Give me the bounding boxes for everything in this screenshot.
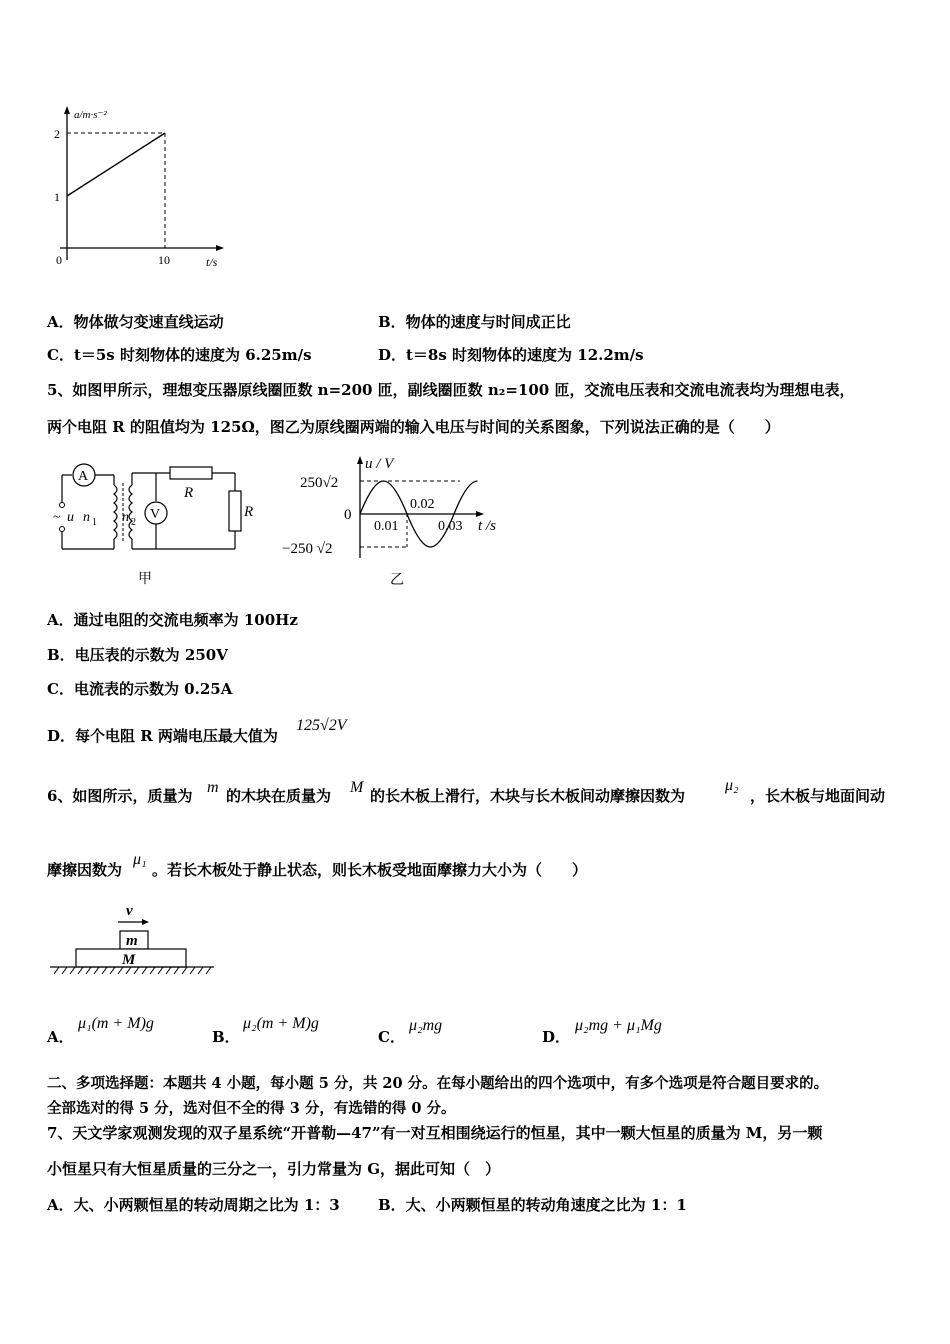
zero-label: 0	[344, 507, 352, 523]
ammeter-label: A	[78, 469, 89, 484]
q5-option-a[interactable]: A．通过电阻的交流电频率为 100Hz	[47, 611, 298, 629]
q6-option-d-label[interactable]: D．	[542, 1028, 571, 1046]
origin-label: 0	[56, 253, 62, 267]
primary-coil	[114, 485, 117, 539]
neg-peak-label: −250 √2	[282, 541, 333, 557]
q7-option-a[interactable]: A．大、小两颗恒星的转动周期之比为 1：3	[47, 1196, 340, 1214]
section2-header-line2: 全部选对的得 5 分，选对但不全的得 3 分，有选错的得 0 分。	[47, 1100, 456, 1117]
y-tick-1: 1	[54, 190, 60, 204]
ground-hatching	[54, 967, 211, 974]
source-tilde: ~	[53, 510, 61, 525]
small-block-label: m	[126, 933, 138, 949]
data-line	[67, 133, 165, 196]
q6-mu1: μ₁	[133, 851, 147, 868]
q6-stem-line1-d: ，长木板与地面间动	[750, 787, 886, 805]
t-tick-0.03: 0.03	[438, 519, 463, 534]
q5-option-b[interactable]: B．电压表的示数为 250V	[47, 646, 228, 664]
acceleration-time-graph	[40, 100, 240, 275]
block-on-board-figure	[48, 897, 218, 979]
resistor-1-label: R	[184, 485, 194, 501]
q6-stem-line2-a: 摩擦因数为	[47, 861, 123, 879]
q4-option-b[interactable]: B．物体的速度与时间成正比	[378, 313, 571, 331]
y-axis-label: a/m·s⁻²	[74, 109, 107, 121]
q4-option-c[interactable]: C．t＝5s 时刻物体的速度为 6.25m/s	[47, 346, 312, 364]
q6-mass-m: m	[207, 779, 219, 796]
q5-option-d-value: 125√2V	[296, 717, 347, 734]
y-axis-arrow	[64, 106, 70, 114]
q6-stem-line1-a: 6、如图所示，质量为	[47, 787, 193, 805]
voltmeter-label: V	[150, 507, 161, 522]
t-axis-label: t /s	[478, 518, 496, 534]
t-tick-0.01: 0.01	[374, 519, 399, 534]
q6-stem-line2-b: 。若长木板处于静止状态，则长木板受地面摩擦力大小为（ ）	[152, 861, 588, 879]
long-board-label: M	[122, 952, 136, 968]
resistor-1	[170, 467, 212, 479]
q7-option-b[interactable]: B．大、小两颗恒星的转动角速度之比为 1：1	[378, 1196, 687, 1214]
n1-label: n	[83, 510, 90, 525]
n2-subscript: 2	[131, 517, 136, 528]
secondary-coil	[129, 485, 132, 539]
u-axis-label: u / V	[365, 456, 394, 472]
source-u-label: u	[67, 510, 74, 525]
q7-stem-line1: 7、天文学家观测发现的双子星系统“开普勒—47”有一对互相围绕运行的恒星，其中一颗大恒星的质量为 M，另一颗	[47, 1124, 823, 1142]
q6-mass-M: M	[350, 779, 364, 796]
figure-jia-caption: 甲	[138, 572, 152, 587]
figure-yi-caption: 乙	[390, 573, 404, 588]
q5-option-c[interactable]: C．电流表的示数为 0.25A	[47, 680, 233, 698]
q4-option-d[interactable]: D．t＝8s 时刻物体的速度为 12.2m/s	[378, 346, 644, 364]
n1-subscript: 1	[92, 517, 97, 528]
transformer-circuit-figure	[50, 455, 265, 590]
q5-stem-line2: 两个电阻 R 的阻值均为 125Ω，图乙为原线圈两端的输入电压与时间的关系图象，下列说法正确的是（ ）	[47, 418, 780, 436]
q6-option-a-formula: μ₁(m + M)g	[78, 1015, 154, 1032]
resistor-2-label: R	[244, 504, 254, 520]
x-axis-arrow	[216, 245, 224, 251]
t-tick-0.02: 0.02	[410, 497, 435, 512]
y-tick-2: 2	[54, 127, 60, 141]
n2-label: n	[122, 510, 129, 525]
q6-stem-line1-c: 的长木板上滑行，木块与长木板间动摩擦因数为	[370, 787, 686, 805]
q7-stem-line2: 小恒星只有大恒星质量的三分之一，引力常量为 G，据此可知（ ）	[47, 1160, 501, 1178]
q6-option-b-label[interactable]: B．	[212, 1028, 240, 1046]
section2-header-line1: 二、多项选择题：本题共 4 小题，每小题 5 分，共 20 分。在每小题给出的四个选项中，有多个选项是符合题目要求的。	[47, 1075, 829, 1092]
q6-stem-line1-b: 的木块在质量为	[226, 787, 332, 805]
q6-option-b-formula: μ₂(m + M)g	[243, 1015, 319, 1032]
q5-option-d[interactable]: D．每个电阻 R 两端电压最大值为	[47, 727, 278, 745]
q5-stem-line1: 5、如图甲所示，理想变压器原线圈匝数 n=200 匝，副线圈匝数 n₂=100 匝，交流电压表和交流电流表均为理想电表，	[47, 381, 855, 399]
q4-option-a[interactable]: A．物体做匀变速直线运动	[47, 313, 224, 331]
voltage-time-graph	[280, 450, 510, 590]
velocity-label: v	[126, 903, 133, 919]
resistor-2	[229, 491, 241, 531]
q6-option-d-formula: μ₂mg + μ₁Mg	[575, 1017, 662, 1034]
pos-peak-label: 250√2	[300, 475, 339, 491]
x-tick-10: 10	[158, 253, 170, 267]
x-axis-label: t/s	[206, 255, 218, 269]
q6-option-a-label[interactable]: A．	[47, 1028, 74, 1046]
q6-option-c-formula: μ₂mg	[409, 1017, 443, 1034]
q6-mu2: μ₂	[725, 777, 739, 794]
q6-option-c-label[interactable]: C．	[378, 1028, 405, 1046]
